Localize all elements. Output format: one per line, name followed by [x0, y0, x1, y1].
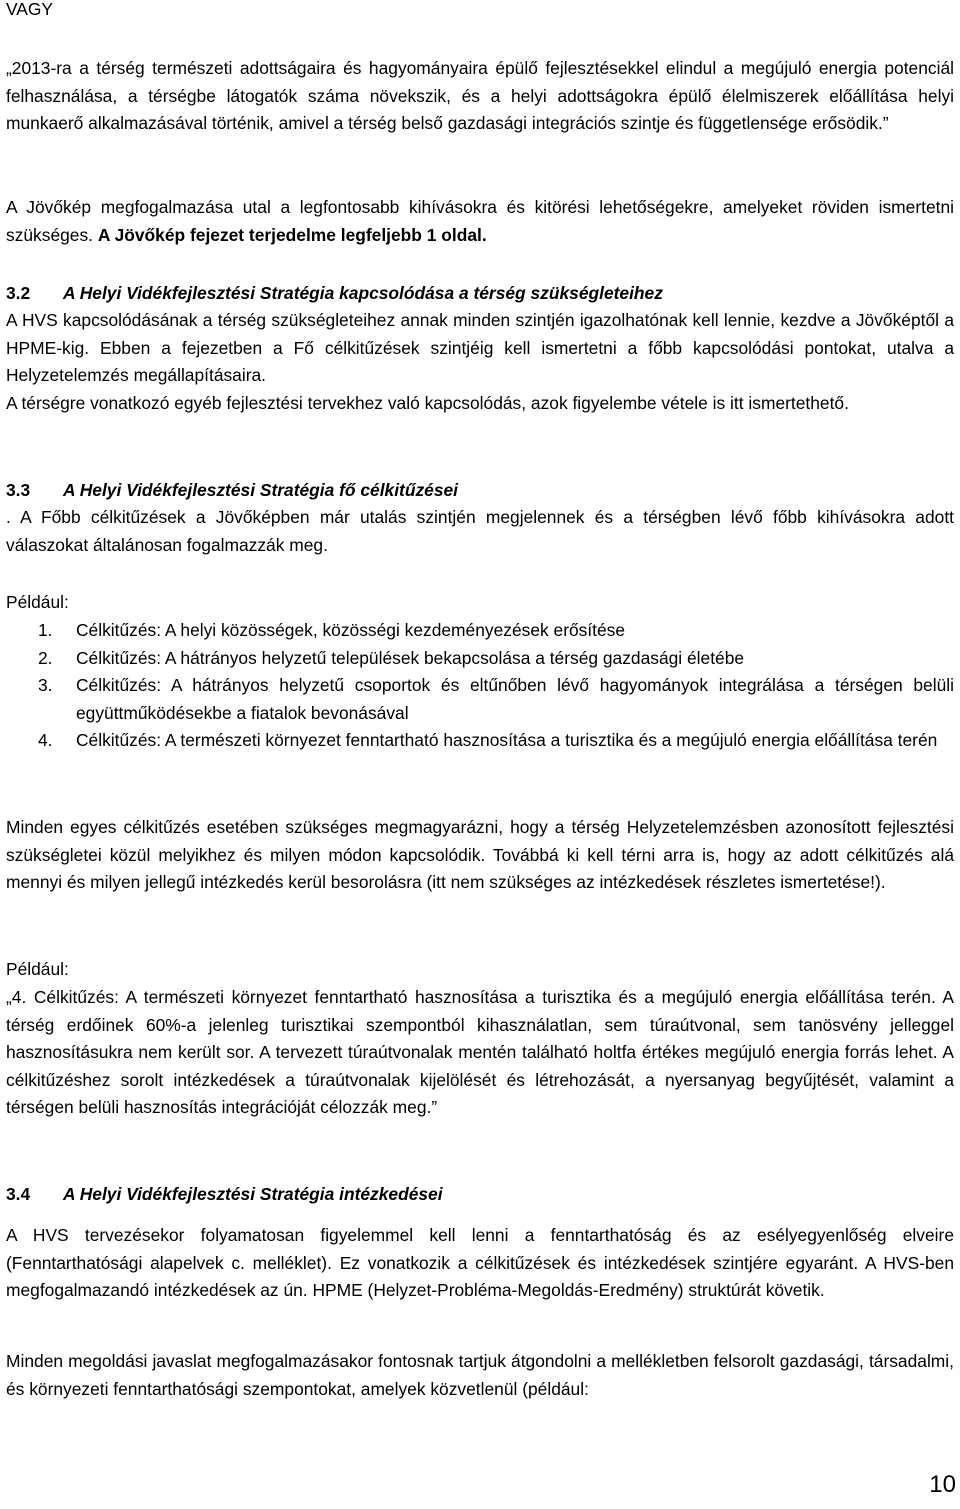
- section-3-4-heading: [6, 1181, 954, 1209]
- example-label-2: Például:: [6, 959, 69, 979]
- section-3-3-heading: [6, 477, 954, 505]
- goal-example-quote: „4. Célkitűzés: A természeti környezet fenntartható hasznosítása a turisztika és a megújuló energia előállítása terén. A térség erdőinek 60%-a jelenleg turisztikai szempontból kihasználatlan, sem túraútvonal, sem tanösvény jelleggel hasznosításukra nem került sor. A tervezett túraútvonalak mentén található holtfa értékes megújuló energia forrás lehet. A célkitűzéshez sorolt intézkedések a túraútvonalak kijelölését és létrehozását, a nyersanyag begyűjtését, valamint a térségen belüli hasznosítás integrációját célozzák meg.”: [6, 987, 954, 1118]
- vagy-label: VAGY: [6, 0, 54, 19]
- section-3-2-title: A Helyi Vidékfejlesztési Stratégia kapcsolódása a térség szükségleteihez: [63, 283, 663, 303]
- goal-text: Célkitűzés: A hátrányos helyzetű csoportok és eltűnőben lévő hagyományok integrálása a térségen belüli együttműködésekbe a fiatalok bevonásával: [76, 675, 954, 723]
- section-3-4-number: 3.4: [6, 1184, 31, 1204]
- example-label: Például:: [6, 592, 69, 612]
- section-3-2-para1: A HVS kapcsolódásának a térség szükségleteihez annak minden szintjén igazolhatónak kell lennie, kezdve a Jövőképtől a HPME-kig. Ebben a fejezetben a Fő célkitűzések szintjéig kell ismertetni a főbb kapcsolódási pontokat, utalva a Helyzetelemzés megállapításaira.: [6, 310, 954, 386]
- section-3-3-number: 3.3: [6, 480, 31, 500]
- goals-list: [6, 617, 954, 755]
- vision-note-text: A Jövőkép megfogalmazása utal a legfontosabb kihívásokra és kitörési lehetőségekre, amelyeket röviden ismertetni szükséges.: [6, 197, 954, 245]
- list-item: [6, 645, 954, 673]
- section-3-4-para1: A HVS tervezésekor folyamatosan figyelemmel kell lenni a fenntarthatóság és az esélyegyenlőség elveire (Fenntarthatósági alapelvek c. melléklet). Ez vonatkozik a célkitűzések és intézkedések szintjére egyaránt. A HVS-ben megfogalmazandó intézkedések az ún. HPME (Helyzet-Probléma-Megoldás-Eredmény) struktúrát követik.: [6, 1225, 954, 1301]
- vision-example-quote: „2013-ra a térség természeti adottságaira és hagyományaira épülő fejlesztésekkel elindul a megújuló energia potenciál felhasználása, a térségbe látogatók száma növekszik, és a helyi adottságokra épülő élelmiszerek előállítása helyi munkaerő alkalmazásával történik, amivel a térség belső gazdasági integrációs szintje és függetlensége erősödik.”: [6, 58, 954, 134]
- page-number: 10: [929, 1471, 956, 1498]
- section-3-2-heading: [6, 280, 954, 308]
- goal-number: 1.: [38, 620, 53, 640]
- vision-note-bold: A Jövőkép fejezet terjedelme legfeljebb 1 oldal.: [97, 224, 487, 245]
- goal-number: 4.: [38, 730, 53, 751]
- section-3-3-title: A Helyi Vidékfejlesztési Stratégia fő célkitűzései: [63, 480, 458, 500]
- list-item: [6, 727, 954, 755]
- section-3-2-para2: A térségre vonatkozó egyéb fejlesztési tervekhez való kapcsolódás, azok figyelembe vétele is itt ismertethető.: [6, 393, 849, 413]
- goal-text: Célkitűzés: A természeti környezet fenntartható hasznosítása a turisztika és a megújuló energia előállítása terén: [76, 730, 938, 751]
- section-3-2-number: 3.2: [6, 283, 31, 303]
- goal-text: Célkitűzés: A helyi közösségek, közösségi kezdeményezések erősítése: [76, 620, 626, 640]
- list-item: [6, 617, 954, 645]
- goal-number: 3.: [38, 675, 53, 696]
- goal-text: Célkitűzés: A hátrányos helyzetű települések bekapcsolása a térség gazdasági életébe: [76, 647, 745, 668]
- section-3-3-para1: . A Főbb célkitűzések a Jövőképben már utalás szintjén megjelennek és a térségben lévő főbb kihívásokra adott válaszokat általánosan fogalmazzák meg.: [6, 507, 954, 555]
- section-3-4-para2: Minden megoldási javaslat megfogalmazásakor fontosnak tartjuk átgondolni a mellékletben felsorolt gazdasági, társadalmi, és környezeti fenntarthatósági szempontokat, amelyek közvetlenül (például:: [6, 1351, 954, 1399]
- section-3-4-title: A Helyi Vidékfejlesztési Stratégia intézkedései: [63, 1184, 443, 1204]
- section-3-3-para2: Minden egyes célkitűzés esetében szükséges megmagyarázni, hogy a térség Helyzetelemzésben azonosított fejlesztési szükségletei közül melyikhez és milyen módon kapcsolódik. Továbbá ki kell térni arra is, hogy az adott célkitűzés alá mennyi és milyen jellegű intézkedés kerül besorolásra (itt nem szükséges az intézkedések részletes ismertetése!).: [6, 817, 954, 893]
- goal-number: 2.: [38, 647, 53, 668]
- list-item: [6, 672, 954, 727]
- vision-note: [6, 194, 954, 249]
